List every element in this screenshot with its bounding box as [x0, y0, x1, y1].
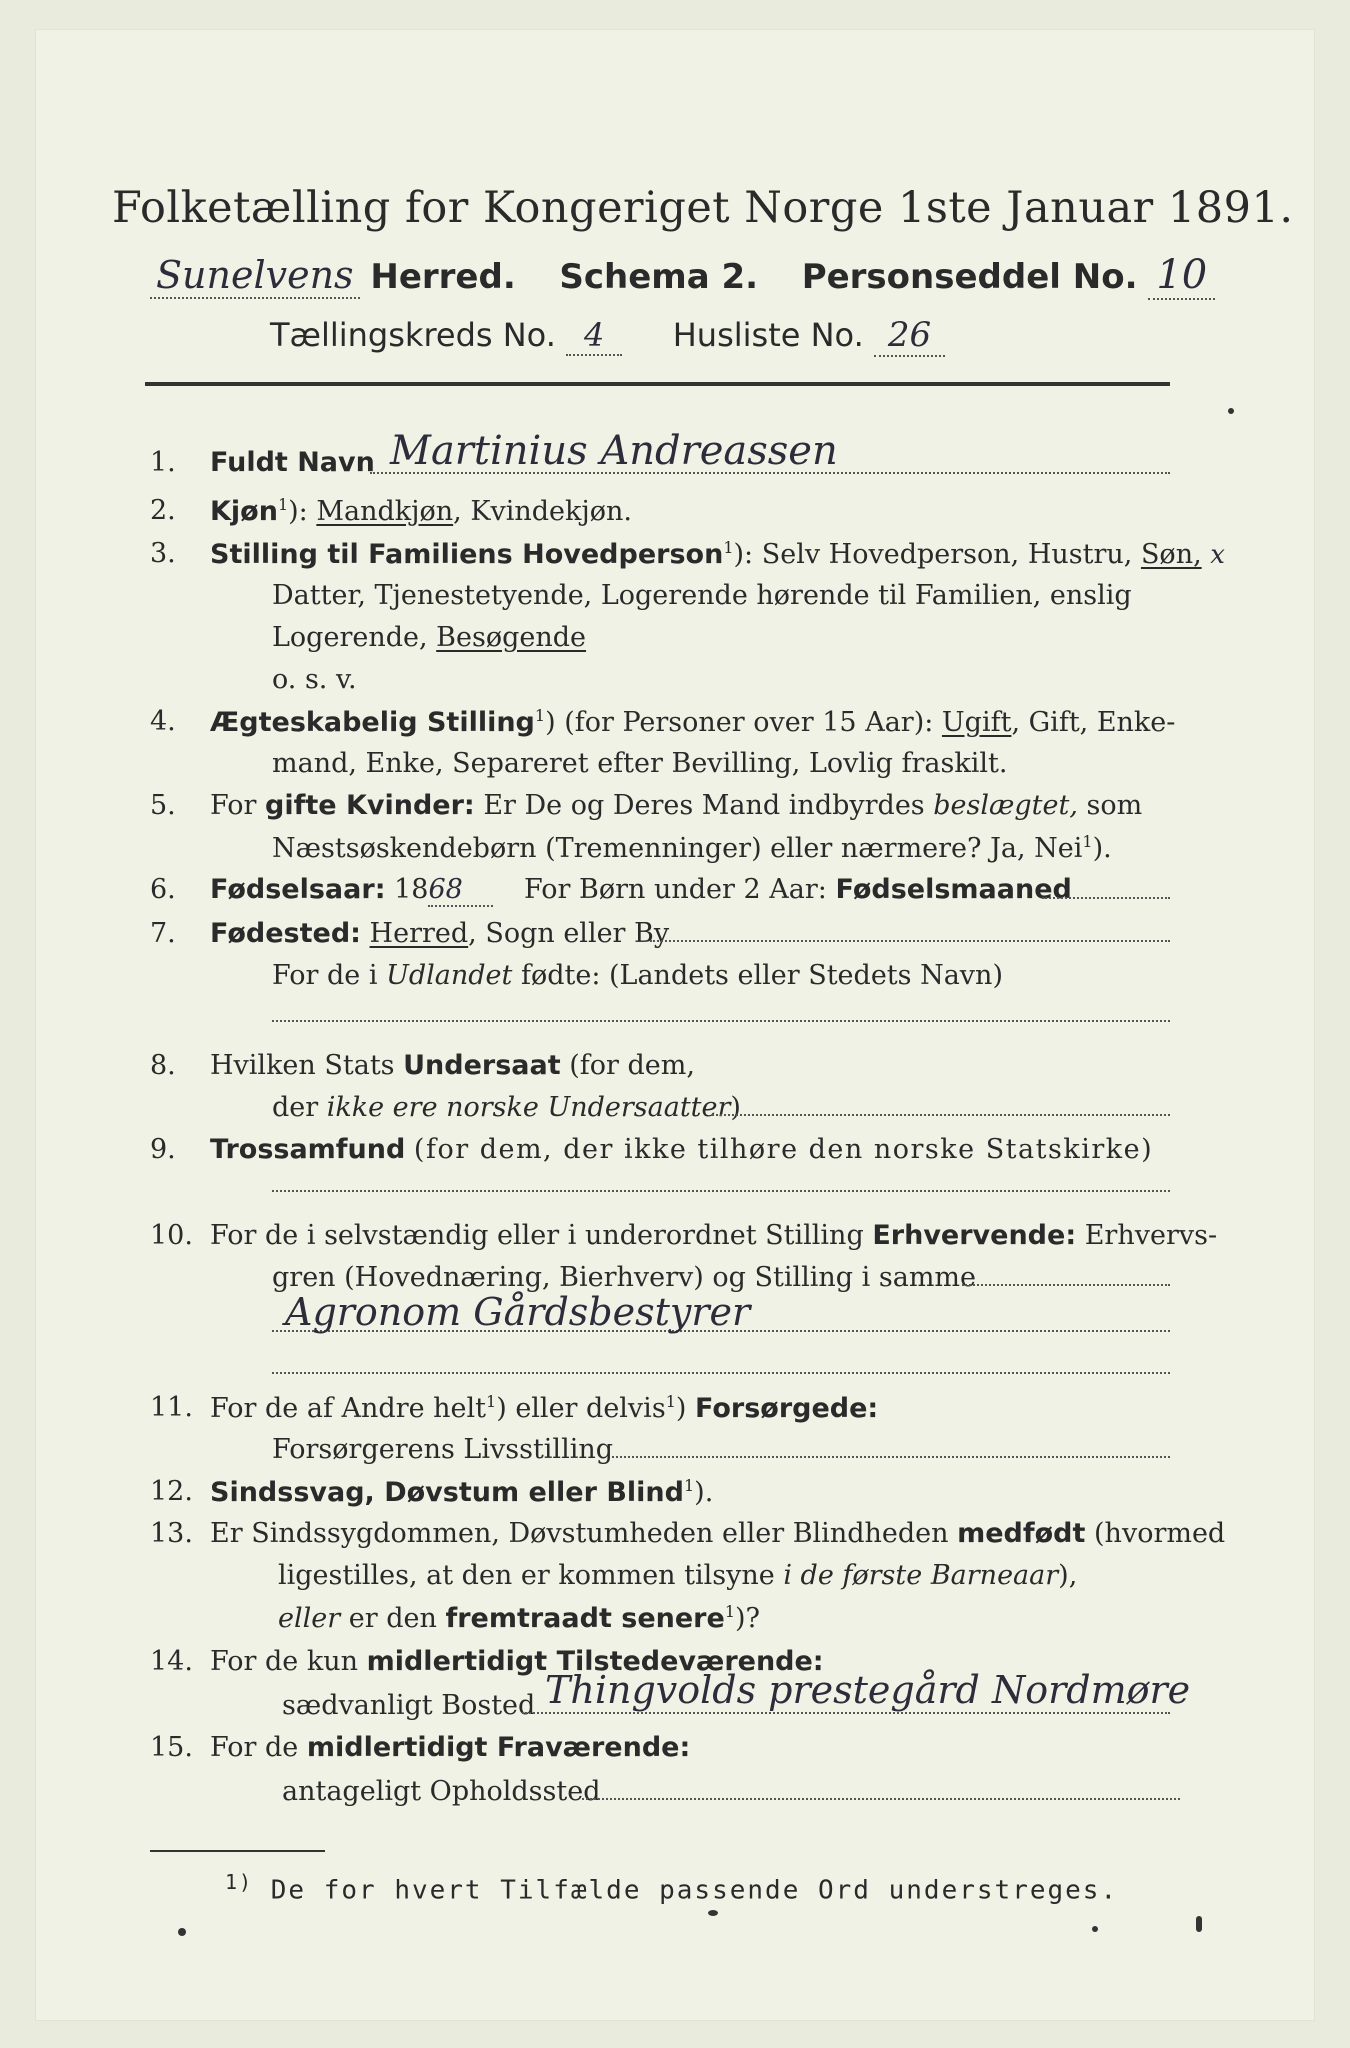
q13-line3a: eller [278, 1603, 341, 1634]
q13-line2 [278, 1560, 1077, 1591]
q11-middle: ) eller delvis [496, 1393, 666, 1424]
q7-line [650, 940, 1170, 942]
q13-suffix: (hvormed [1094, 1518, 1226, 1549]
husliste-value: 26 [874, 315, 945, 357]
q8-text [210, 1050, 695, 1081]
q10-suffix: Erhvervs- [1084, 1220, 1218, 1251]
q13-text [210, 1518, 1225, 1549]
q10-prefix: For de i selvstændig eller i underordnet Stilling [210, 1220, 864, 1251]
herred-label: Herred. [370, 257, 516, 297]
footnote-rule [150, 1850, 325, 1852]
q3-text: Stilling til Familiens Hovedperson$^1$): Selv Hovedperson, Hustru, Søn, x [210, 538, 1225, 570]
q2-number: 2. [150, 495, 176, 526]
q1-value: Martinius Andreassen [390, 428, 838, 474]
q11-line [612, 1456, 1170, 1458]
q6-born-label: For Børn under 2 Aar: [524, 874, 827, 905]
schema-label: Schema 2. [559, 257, 759, 297]
q11-number: 11. [150, 1392, 193, 1423]
q13-line3: eller er den fremtraadt senere$^1$)? [278, 1602, 761, 1634]
q8-line2c: ) [730, 1092, 741, 1123]
q12-number: 12. [150, 1476, 193, 1507]
q6-prefix: 18 [394, 874, 429, 905]
q4-option-ugift: Ugift [941, 707, 1012, 738]
q3-number: 3. [150, 538, 176, 569]
q9-line [272, 1190, 1170, 1192]
personseddel-label: Personseddel No. [801, 257, 1138, 297]
q3-line3 [272, 622, 586, 653]
q1-number: 1. [150, 447, 176, 478]
q10-line2-dots [962, 1284, 1170, 1286]
q15-label: midlertidigt Fraværende: [306, 1732, 691, 1763]
q3-label: Stilling til Familiens Hovedperson [210, 539, 724, 570]
q11-line2: Forsørgerens Livsstilling [272, 1434, 614, 1465]
q11-text: For de af Andre helt$^1$) eller delvis$^1$) Forsørgede: [210, 1392, 879, 1424]
q8-prefix: Hvilken Stats [210, 1050, 395, 1081]
q3-option-son: Søn, [1140, 539, 1202, 570]
q5-number: 5. [150, 790, 176, 821]
form-title: Folketælling for Kongeriget Norge 1ste Januar 1891. [112, 183, 1294, 233]
q10-line2: gren (Hovednæring, Bierhverv) og Stilling i samme [272, 1262, 977, 1293]
q9-text [210, 1134, 1153, 1165]
q13-line2a: ligestilles, at den er kommen tilsyne [278, 1560, 775, 1591]
q7-line2-blank [272, 1020, 1170, 1022]
ink-mark-left [178, 1928, 186, 1936]
header-line-herred [150, 252, 1215, 298]
q8-line2 [272, 1092, 741, 1123]
q5-prefix: For [210, 790, 257, 821]
footnote [225, 1870, 1118, 1906]
q8-line2b: ikke ere norske Undersaatter [326, 1092, 731, 1123]
q9-label: Trossamfund [210, 1134, 406, 1165]
q10-line3 [272, 1372, 1170, 1374]
q7-line2a: For de i [272, 960, 378, 991]
q5-som: som [1086, 790, 1143, 821]
ink-dot [1228, 408, 1234, 414]
q14-line [522, 1712, 1170, 1714]
q11-prefix: For de af Andre helt [210, 1393, 487, 1424]
q13-line3b: er den [348, 1603, 437, 1634]
q13-line3c: fremtraadt senere [445, 1603, 725, 1634]
q6-month-label: Fødselsmaaned [835, 874, 1072, 905]
q2-option-kvindekjon: , Kvindekjøn. [453, 496, 632, 527]
q13-label: medfødt [957, 1518, 1086, 1549]
q2-option-mandkjon: Mandkjøn [316, 496, 454, 527]
kreds-value: 4 [566, 316, 622, 356]
header-rule [145, 382, 1170, 386]
ink-mark-right [1196, 1916, 1202, 1932]
q3-footnote-mark: 1 [723, 538, 734, 557]
q3-line2: Datter, Tjenestetyende, Logerende hørende til Familien, enslig [272, 580, 1132, 611]
q6-label: Fødselsaar: [210, 874, 386, 905]
q5-line2: Næstsøskendebørn (Tremenninger) eller nærmere? Ja, Nei$^1$). [272, 832, 1112, 864]
q4-number: 4. [150, 706, 176, 737]
ink-mark-dot [1092, 1926, 1098, 1932]
q13-line2b: i de første Barneaar [783, 1560, 1059, 1591]
q15-prefix: For de [210, 1732, 299, 1763]
q4-label: Ægteskabelig Stilling [210, 707, 535, 738]
q2-text: Kjøn$^1$): Mandkjøn, Kvindekjøn. [210, 495, 632, 527]
q14-label: midlertidigt Tilstedeværende: [366, 1646, 824, 1677]
q13-number: 13. [150, 1518, 193, 1549]
q13-line3d: )? [735, 1603, 761, 1634]
q5-label: gifte Kvinder: [265, 790, 475, 821]
q7-udlandet: Udlandet [386, 960, 513, 991]
q2-label: Kjøn [210, 496, 278, 527]
ink-mark-center [708, 1910, 718, 1916]
q7-rest: , Sogn eller By [468, 918, 670, 949]
q1-label: Fuldt Navn [210, 447, 375, 478]
q4-footnote-mark: 1 [534, 706, 546, 725]
q3-margin-mark: x [1210, 540, 1225, 570]
q14-prefix: For de kun [210, 1646, 358, 1677]
kreds-label: Tællingskreds No. [270, 316, 556, 354]
herred-value: Sunelvens [150, 253, 360, 299]
footnote-text: De for hvert Tilfælde passende Ord understreges. [270, 1875, 1119, 1906]
q6-number: 6. [150, 874, 176, 905]
q5-line2-text: Næstsøskendebørn (Tremenninger) eller nærmere? Ja, Nei [272, 833, 1083, 864]
q6-text [210, 874, 1072, 905]
q8-suffix: (for dem, [569, 1050, 695, 1081]
q7-label: Fødested: [210, 918, 361, 949]
q9-rest: (for dem, der ikke tilhøre den norske Statskirke) [413, 1134, 1154, 1165]
q7-text [210, 918, 669, 949]
husliste-label: Husliste No. [672, 316, 864, 354]
q15-line2: antageligt Opholdssted [282, 1776, 601, 1807]
q4-line2: mand, Enke, Separeret efter Bevilling, Lovlig fraskilt. [272, 748, 1008, 779]
q2-footnote-mark: 1 [277, 495, 289, 514]
q12-text: Sindssvag, Døvstum eller Blind$^1$). [210, 1476, 714, 1508]
q15-text [210, 1732, 690, 1763]
q14-line2: sædvanligt Bosted [282, 1690, 536, 1721]
q10-value: Agronom Gårdsbestyrer [285, 1290, 751, 1334]
q8-line2a: der [272, 1092, 319, 1123]
q13-line2c: ), [1058, 1560, 1078, 1591]
q14-number: 14. [150, 1646, 193, 1677]
q12-rest: ). [694, 1477, 714, 1508]
q3-option-besogende: Besøgende [436, 622, 587, 653]
q8-line [712, 1114, 1170, 1116]
q5-question: Er De og Deres Mand indbyrdes [483, 790, 925, 821]
q14-value: Thingvolds prestegård Nordmøre [545, 1668, 1191, 1712]
q15-line [582, 1798, 1180, 1800]
q3-option-logerende: Logerende, [272, 622, 428, 653]
q11-label: Forsørgede: [695, 1393, 879, 1424]
personseddel-value: 10 [1148, 252, 1215, 300]
q8-label: Undersaat [403, 1050, 561, 1081]
q13-prefix: Er Sindssygdommen, Døvstumheden eller Blindheden [210, 1518, 949, 1549]
q12-label: Sindssvag, Døvstum eller Blind [210, 1477, 684, 1508]
q5-text [210, 790, 1142, 821]
q15-number: 15. [150, 1732, 193, 1763]
q8-number: 8. [150, 1050, 176, 1081]
q3-line4: o. s. v. [272, 664, 357, 695]
q3-options: : Selv Hovedperson, Hustru, [744, 539, 1133, 570]
q7-line2c: fødte: (Landets eller Stedets Navn) [520, 960, 1003, 991]
q4-rest2: , Gift, Enke- [1011, 707, 1176, 738]
q10-number: 10. [150, 1220, 193, 1251]
q4-rest: ) (for Personer over 15 Aar): [545, 707, 934, 738]
q10-text [210, 1220, 1217, 1251]
q9-number: 9. [150, 1134, 176, 1165]
q10-label: Erhvervende: [872, 1220, 1077, 1251]
q7-number: 7. [150, 918, 176, 949]
q6-value: 68 [428, 874, 492, 907]
footnote-mark: 1) [225, 1870, 254, 1894]
q4-text [210, 706, 1175, 738]
q6-month-line [1042, 897, 1170, 899]
q5-beslaegtet: beslægtet, [933, 790, 1078, 821]
q7-option-herred: Herred [369, 918, 469, 949]
header-line-kreds [270, 315, 945, 355]
q7-line2 [272, 960, 1003, 991]
